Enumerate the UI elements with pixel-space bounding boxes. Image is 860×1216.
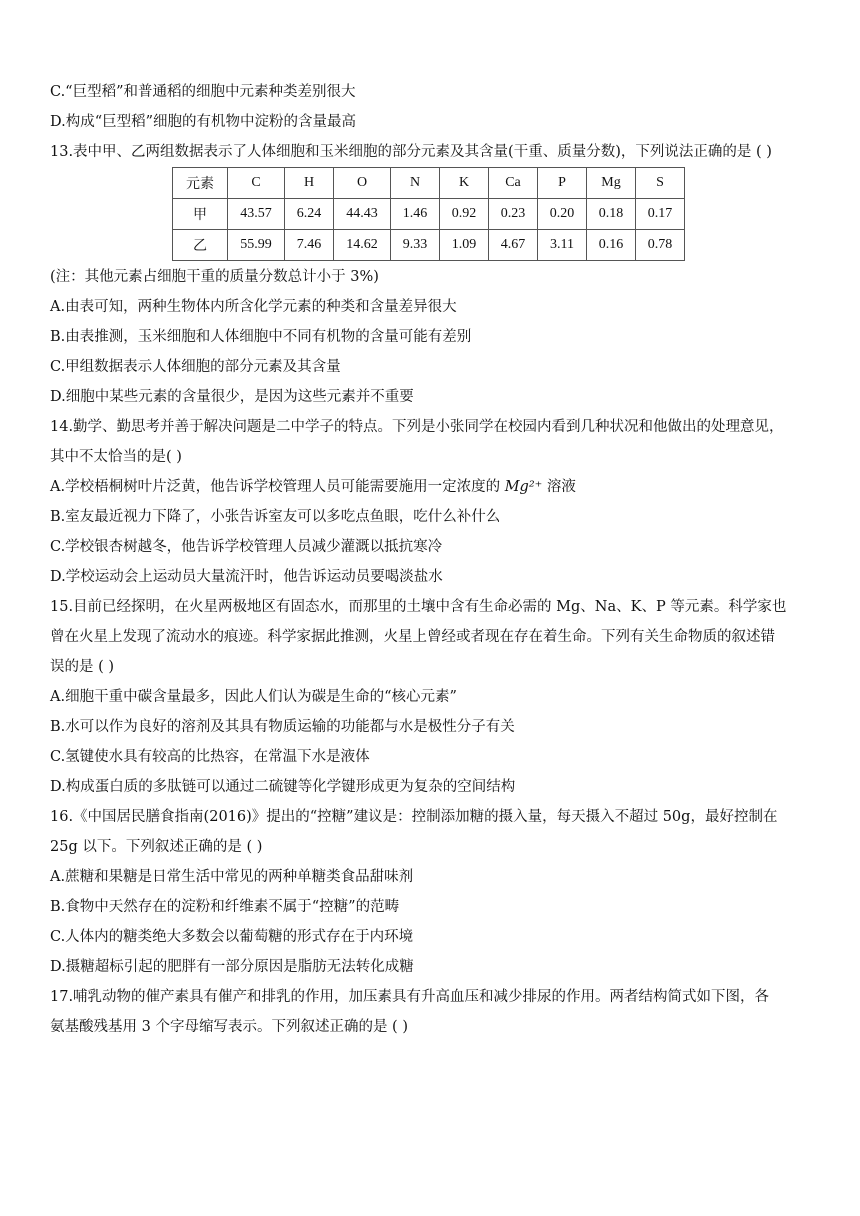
table-cell: 44.43 bbox=[334, 199, 391, 230]
table-header-cell: Ca bbox=[489, 168, 538, 199]
table-cell: 0.92 bbox=[440, 199, 489, 230]
q16-stem-line1: 16.《中国居民膳食指南(2016)》提出的“控糖”建议是：控制添加糖的摄入量，每天摄入不超过 50g，最好控制在 bbox=[50, 809, 778, 825]
q13-option-b: B.由表推测，玉米细胞和人体细胞中不同有机物的含量可能有差别 bbox=[50, 329, 472, 345]
table-row bbox=[173, 230, 685, 261]
q13-option-c: C.甲组数据表示人体细胞的部分元素及其含量 bbox=[50, 359, 341, 375]
q13-stem: 13.表中甲、乙两组数据表示了人体细胞和玉米细胞的部分元素及其含量(干重、质量分数)，下列说法正确的是 ( ) bbox=[50, 144, 772, 160]
q14-option-d: D.学校运动会上运动员大量流汗时，他告诉运动员要喝淡盐水 bbox=[50, 569, 443, 585]
q17-stem-line2: 氨基酸残基用 3 个字母缩写表示。下列叙述正确的是 ( ) bbox=[50, 1019, 408, 1035]
q15-option-c: C.氢键使水具有较高的比热容，在常温下水是液体 bbox=[50, 749, 370, 765]
q14-option-a bbox=[50, 476, 820, 498]
q16-stem-line2: 25g 以下。下列叙述正确的是 ( ) bbox=[50, 839, 263, 855]
table-cell: 9.33 bbox=[391, 230, 440, 261]
table-header-cell: N bbox=[391, 168, 440, 199]
q14-option-b: B.室友最近视力下降了，小张告诉室友可以多吃点鱼眼，吃什么补什么 bbox=[50, 509, 501, 525]
table-cell: 6.24 bbox=[285, 199, 334, 230]
q15-option-d: D.构成蛋白质的多肽链可以通过二硫键等化学键形成更为复杂的空间结构 bbox=[50, 779, 516, 795]
table-cell: 3.11 bbox=[538, 230, 587, 261]
q15-stem-line3: 误的是 ( ) bbox=[50, 659, 115, 675]
q13-option-a: A.由表可知，两种生物体内所含化学元素的种类和含量差异很大 bbox=[50, 299, 457, 315]
q16-option-a: A.蔗糖和果糖是日常生活中常见的两种单糖类食品甜味剂 bbox=[50, 869, 414, 885]
q13-note: (注：其他元素占细胞干重的质量分数总计小于 3%) bbox=[50, 269, 379, 285]
q16-option-c: C.人体内的糖类绝大多数会以葡萄糖的形式存在于内环境 bbox=[50, 929, 414, 945]
table-cell: 0.17 bbox=[636, 199, 685, 230]
element-content-table bbox=[172, 167, 685, 261]
table-row bbox=[173, 199, 685, 230]
q15-stem-line1: 15.目前已经探明，在火星两极地区有固态水，而那里的土壤中含有生命必需的 Mg、Na、K、P 等元素。科学家也 bbox=[50, 599, 787, 615]
q14-option-a-suffix: 溶液 bbox=[546, 479, 576, 495]
table-header-cell: H bbox=[285, 168, 334, 199]
q15-option-b: B.水可以作为良好的溶剂及其具有物质运输的功能都与水是极性分子有关 bbox=[50, 719, 515, 735]
table-cell: 55.99 bbox=[228, 230, 285, 261]
table-header-row bbox=[173, 168, 685, 199]
table-cell: 甲 bbox=[173, 199, 228, 230]
q16-option-d: D.摄糖超标引起的肥胖有一部分原因是脂肪无法转化成糖 bbox=[50, 959, 414, 975]
table-header-cell: K bbox=[440, 168, 489, 199]
table-cell: 乙 bbox=[173, 230, 228, 261]
table-cell: 0.20 bbox=[538, 199, 587, 230]
q14-stem-line1: 14.勤学、勤思考并善于解决问题是二中学子的特点。下列是小张同学在校园内看到几种状况和他做出的处理意见， bbox=[50, 419, 784, 435]
q15-stem-line2: 曾在火星上发现了流动水的痕迹。科学家据此推测，火星上曾经或者现在存在着生命。下列有关生命物质的叙述错 bbox=[50, 629, 775, 645]
table-cell: 1.46 bbox=[391, 199, 440, 230]
q16-option-b: B.食物中天然存在的淀粉和纤维素不属于“控糖”的范畴 bbox=[50, 899, 400, 915]
table-cell: 43.57 bbox=[228, 199, 285, 230]
q17-stem-line1: 17.哺乳动物的催产素具有催产和排乳的作用，加压素具有升高血压和减少排尿的作用。两者结构简式如下图，各 bbox=[50, 989, 770, 1005]
table-cell: 0.16 bbox=[587, 230, 636, 261]
q14-option-a-text: A.学校梧桐树叶片泛黄，他告诉学校管理人员可能需要施用一定浓度的 bbox=[50, 479, 501, 495]
table-header-cell: O bbox=[334, 168, 391, 199]
table-cell: 0.78 bbox=[636, 230, 685, 261]
table-cell: 0.23 bbox=[489, 199, 538, 230]
q14-option-c: C.学校银杏树越冬，他告诉学校管理人员减少灌溉以抵抗寒冷 bbox=[50, 539, 443, 555]
table-cell: 7.46 bbox=[285, 230, 334, 261]
table-cell: 4.67 bbox=[489, 230, 538, 261]
q12-option-d: D.构成“巨型稻”细胞的有机物中淀粉的含量最高 bbox=[50, 114, 357, 130]
table-cell: 14.62 bbox=[334, 230, 391, 261]
mg-ion-formula: Mg²⁺ bbox=[504, 479, 543, 495]
table-header-cell: P bbox=[538, 168, 587, 199]
q15-option-a: A.细胞干重中碳含量最多，因此人们认为碳是生命的“核心元素” bbox=[50, 689, 457, 705]
table-header-cell: C bbox=[228, 168, 285, 199]
table-cell: 1.09 bbox=[440, 230, 489, 261]
table-header-cell: S bbox=[636, 168, 685, 199]
q14-stem-line2: 其中不太恰当的是( ) bbox=[50, 449, 182, 465]
table-cell: 0.18 bbox=[587, 199, 636, 230]
q12-option-c: C.“巨型稻”和普通稻的细胞中元素种类差别很大 bbox=[50, 84, 356, 100]
table-header-cell: 元素 bbox=[173, 168, 228, 199]
table-header-cell: Mg bbox=[587, 168, 636, 199]
q13-option-d: D.细胞中某些元素的含量很少，是因为这些元素并不重要 bbox=[50, 389, 414, 405]
